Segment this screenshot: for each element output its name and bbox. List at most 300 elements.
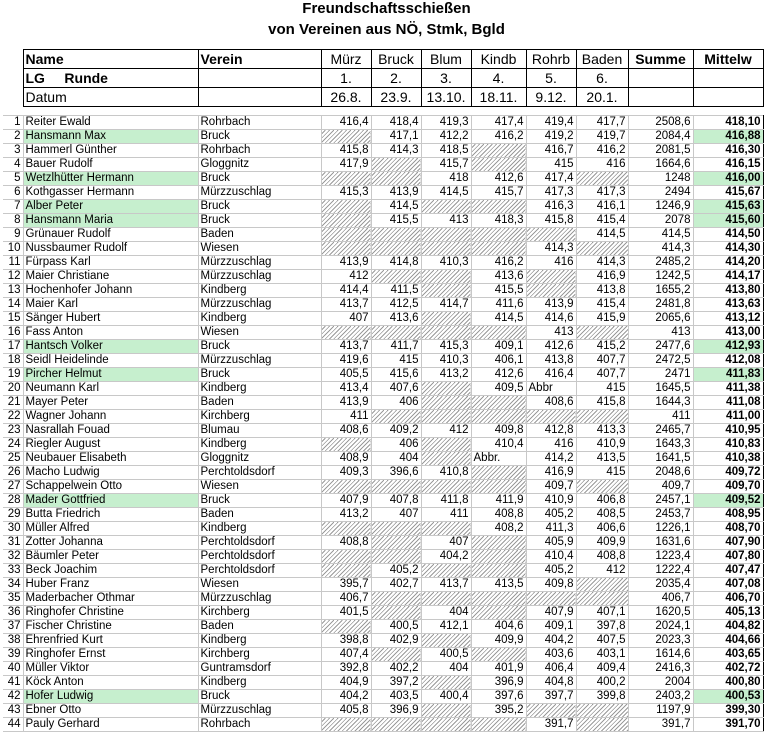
- total-score: 1631,6: [628, 536, 693, 550]
- round-score: 407,7: [576, 354, 628, 368]
- table-row: [3, 396, 763, 410]
- round-score: 413,3: [576, 424, 628, 438]
- header-round-date: 23.9.: [371, 88, 421, 107]
- round-score: 415: [576, 382, 628, 396]
- round-score: 411,3: [526, 522, 576, 536]
- round-score: [321, 718, 371, 732]
- table-row: [3, 550, 763, 564]
- round-score: 406,8: [576, 494, 628, 508]
- row-number: 35: [3, 592, 23, 606]
- table-row: [3, 186, 763, 200]
- average-score: 408,95: [693, 508, 763, 522]
- table-row: [3, 284, 763, 298]
- total-score: 1643,3: [628, 438, 693, 452]
- table-row: [3, 480, 763, 494]
- round-score: 413,2: [421, 368, 471, 382]
- round-score: 404: [421, 606, 471, 620]
- round-score: 407: [321, 312, 371, 326]
- round-score: 396,9: [471, 676, 526, 690]
- results-table: [3, 49, 764, 732]
- shooter-name: Seidl Heidelinde: [23, 354, 198, 368]
- round-score: [471, 242, 526, 256]
- round-score: [421, 228, 471, 242]
- club-name: Mürzzuschlag: [198, 704, 321, 718]
- header-verein: Verein: [198, 50, 321, 69]
- header-runde: Runde: [64, 70, 108, 86]
- table-row: [3, 536, 763, 550]
- average-score: 412,08: [693, 354, 763, 368]
- total-score: 2035,4: [628, 578, 693, 592]
- round-score: 419,4: [526, 116, 576, 130]
- round-score: 416,9: [576, 270, 628, 284]
- table-row: [3, 270, 763, 284]
- club-name: Mürzzuschlag: [198, 298, 321, 312]
- row-number: 9: [3, 228, 23, 242]
- round-score: 415,3: [421, 340, 471, 354]
- club-name: Mürzzuschlag: [198, 256, 321, 270]
- round-score: 409,2: [371, 424, 421, 438]
- round-score: 413: [526, 326, 576, 340]
- shooter-name: Pauly Gerhard: [23, 718, 198, 732]
- round-score: 411,7: [371, 340, 421, 354]
- row-number: 5: [3, 172, 23, 186]
- round-score: 417,4: [471, 116, 526, 130]
- round-score: [371, 592, 421, 606]
- round-score: 405,2: [526, 564, 576, 578]
- header-round-date: 26.8.: [321, 88, 371, 107]
- round-score: 416: [526, 438, 576, 452]
- round-score: [421, 522, 471, 536]
- table-row: [3, 340, 763, 354]
- round-score: 419,3: [421, 116, 471, 130]
- round-score: 416: [526, 256, 576, 270]
- table-row: [3, 578, 763, 592]
- club-name: Wiesen: [198, 326, 321, 340]
- round-score: 419,7: [576, 130, 628, 144]
- round-score: 407,1: [576, 606, 628, 620]
- average-score: 409,52: [693, 494, 763, 508]
- round-score: 403,1: [576, 648, 628, 662]
- round-score: [471, 606, 526, 620]
- table-row: [3, 172, 763, 186]
- page-title: Freundschaftsschießen: [302, 0, 471, 17]
- average-score: 400,53: [693, 690, 763, 704]
- row-number: 18: [3, 354, 23, 368]
- average-score: 409,72: [693, 466, 763, 480]
- round-score: 410,9: [526, 494, 576, 508]
- average-score: 391,70: [693, 718, 763, 732]
- round-score: 399,8: [576, 690, 628, 704]
- row-number: 23: [3, 424, 23, 438]
- round-score: 400,5: [371, 620, 421, 634]
- table-row: [3, 256, 763, 270]
- row-number: 31: [3, 536, 23, 550]
- round-score: 413,9: [321, 256, 371, 270]
- club-name: Blumau: [198, 424, 321, 438]
- average-score: 404,82: [693, 620, 763, 634]
- club-name: Baden: [198, 620, 321, 634]
- round-score: 408,5: [576, 508, 628, 522]
- round-score: 411: [321, 410, 371, 424]
- round-score: 406,7: [321, 592, 371, 606]
- round-score: 418,4: [371, 116, 421, 130]
- round-score: 408,2: [471, 522, 526, 536]
- round-score: 396,6: [371, 466, 421, 480]
- total-score: 1620,5: [628, 606, 693, 620]
- header-round-place: Blum: [421, 50, 471, 69]
- total-score: 2024,1: [628, 620, 693, 634]
- table-row: [3, 662, 763, 676]
- round-score: [421, 242, 471, 256]
- club-name: Perchtoldsdorf: [198, 564, 321, 578]
- round-score: 408,6: [526, 396, 576, 410]
- table-row: [3, 620, 763, 634]
- round-score: 411,9: [471, 494, 526, 508]
- average-score: 416,15: [693, 158, 763, 172]
- round-score: [471, 158, 526, 172]
- table-row: [3, 312, 763, 326]
- round-score: [421, 634, 471, 648]
- round-score: [471, 480, 526, 494]
- club-name: Bruck: [198, 172, 321, 186]
- average-score: 411,08: [693, 396, 763, 410]
- table-row: [3, 494, 763, 508]
- round-score: 405,9: [526, 536, 576, 550]
- round-score: 409,5: [471, 382, 526, 396]
- row-number: 17: [3, 340, 23, 354]
- row-number: 27: [3, 480, 23, 494]
- table-row: [3, 634, 763, 648]
- total-score: 2004: [628, 676, 693, 690]
- club-name: Perchtoldsdorf: [198, 536, 321, 550]
- round-score: 412: [321, 270, 371, 284]
- round-score: 402,7: [371, 578, 421, 592]
- round-score: [371, 326, 421, 340]
- round-score: [371, 172, 421, 186]
- header-round-place: Rohrb: [526, 50, 576, 69]
- round-score: 407,5: [576, 634, 628, 648]
- club-name: Wiesen: [198, 242, 321, 256]
- header-lg: LG: [25, 70, 45, 86]
- round-score: 414,4: [321, 284, 371, 298]
- row-number: 1: [3, 116, 23, 130]
- table-row: [3, 354, 763, 368]
- total-score: 2457,1: [628, 494, 693, 508]
- round-score: [471, 200, 526, 214]
- round-score: 415,5: [471, 284, 526, 298]
- average-score: 413,00: [693, 326, 763, 340]
- shooter-name: Fass Anton: [23, 326, 198, 340]
- average-score: 407,90: [693, 536, 763, 550]
- round-score: 418,3: [471, 214, 526, 228]
- round-score: 414,3: [526, 242, 576, 256]
- round-score: 413,7: [321, 340, 371, 354]
- round-score: 413,2: [321, 508, 371, 522]
- table-row: [3, 508, 763, 522]
- round-score: [371, 410, 421, 424]
- round-score: [471, 718, 526, 732]
- row-number: 37: [3, 620, 23, 634]
- average-score: 412,93: [693, 340, 763, 354]
- round-score: 408,8: [471, 508, 526, 522]
- club-name: Guntramsdorf: [198, 662, 321, 676]
- round-score: [321, 200, 371, 214]
- round-score: [471, 648, 526, 662]
- shooter-name: Riegler August: [23, 438, 198, 452]
- row-number: 14: [3, 298, 23, 312]
- table-row: [3, 158, 763, 172]
- average-score: 416,00: [693, 172, 763, 186]
- average-score: 418,10: [693, 116, 763, 130]
- table-row: [3, 214, 763, 228]
- round-score: 413,9: [526, 298, 576, 312]
- average-score: 408,70: [693, 522, 763, 536]
- total-score: 413: [628, 326, 693, 340]
- table-row: [3, 606, 763, 620]
- club-name: Wiesen: [198, 480, 321, 494]
- round-score: 397,7: [526, 690, 576, 704]
- round-score: [321, 172, 371, 186]
- round-score: 419,6: [321, 354, 371, 368]
- round-score: 395,7: [321, 578, 371, 592]
- table-row: [3, 564, 763, 578]
- shooter-name: Reiter Ewald: [23, 116, 198, 130]
- total-score: 411: [628, 410, 693, 424]
- round-score: 418,5: [421, 144, 471, 158]
- club-name: Mürzzuschlag: [198, 592, 321, 606]
- round-score: [371, 158, 421, 172]
- club-name: Kirchberg: [198, 410, 321, 424]
- round-score: 409,9: [471, 634, 526, 648]
- round-score: 403,5: [371, 690, 421, 704]
- shooter-name: Müller Viktor: [23, 662, 198, 676]
- header-round-place: Kindb: [471, 50, 526, 69]
- table-row: [3, 690, 763, 704]
- row-number: 36: [3, 606, 23, 620]
- round-score: 414,6: [526, 312, 576, 326]
- average-score: 416,30: [693, 144, 763, 158]
- round-score: [421, 326, 471, 340]
- table-row: [3, 648, 763, 662]
- round-score: 412,1: [421, 620, 471, 634]
- round-score: [471, 396, 526, 410]
- round-score: 410,3: [421, 256, 471, 270]
- row-number: 6: [3, 186, 23, 200]
- table-row: [3, 298, 763, 312]
- round-score: 408,8: [321, 536, 371, 550]
- round-score: [421, 382, 471, 396]
- average-score: 411,83: [693, 368, 763, 382]
- shooter-name: Nussbaumer Rudolf: [23, 242, 198, 256]
- round-score: 413,9: [371, 186, 421, 200]
- average-score: 415,60: [693, 214, 763, 228]
- row-number: 41: [3, 676, 23, 690]
- average-score: 414,17: [693, 270, 763, 284]
- total-score: 2084,4: [628, 130, 693, 144]
- round-score: 414,5: [421, 186, 471, 200]
- club-name: Rohrbach: [198, 718, 321, 732]
- round-score: 415,7: [421, 158, 471, 172]
- shooter-name: Mayer Peter: [23, 396, 198, 410]
- shooter-name: Macho Ludwig: [23, 466, 198, 480]
- round-score: 414,5: [576, 228, 628, 242]
- round-score: 415,2: [576, 340, 628, 354]
- club-name: Kindberg: [198, 634, 321, 648]
- shooter-name: Wetzlhütter Hermann: [23, 172, 198, 186]
- average-score: 414,20: [693, 256, 763, 270]
- shooter-name: Bäumler Peter: [23, 550, 198, 564]
- round-score: [526, 228, 576, 242]
- round-score: [321, 564, 371, 578]
- row-number: 16: [3, 326, 23, 340]
- round-score: 404,9: [321, 676, 371, 690]
- round-score: [371, 480, 421, 494]
- total-score: 414,5: [628, 228, 693, 242]
- round-score: 411: [421, 508, 471, 522]
- round-score: 417,4: [526, 172, 576, 186]
- total-score: 1242,5: [628, 270, 693, 284]
- round-score: [321, 242, 371, 256]
- round-score: 414,7: [421, 298, 471, 312]
- round-score: 407: [421, 536, 471, 550]
- round-score: 404,6: [471, 620, 526, 634]
- round-score: 397,2: [371, 676, 421, 690]
- header-round-nr: 1.: [321, 69, 371, 88]
- shooter-name: Hansmann Maria: [23, 214, 198, 228]
- round-score: 412,6: [471, 172, 526, 186]
- row-number: 33: [3, 564, 23, 578]
- club-name: Kindberg: [198, 284, 321, 298]
- club-name: Rohrbach: [198, 116, 321, 130]
- average-score: 414,50: [693, 228, 763, 242]
- header-round-nr: 2.: [371, 69, 421, 88]
- round-score: 414,3: [371, 144, 421, 158]
- round-score: [321, 522, 371, 536]
- row-number: 26: [3, 466, 23, 480]
- round-score: 412,5: [371, 298, 421, 312]
- row-number: 39: [3, 648, 23, 662]
- total-score: 1226,1: [628, 522, 693, 536]
- row-number: 24: [3, 438, 23, 452]
- round-score: [471, 228, 526, 242]
- round-score: [576, 326, 628, 340]
- round-score: [321, 620, 371, 634]
- round-score: 416,4: [526, 368, 576, 382]
- club-name: Bruck: [198, 130, 321, 144]
- average-score: 409,70: [693, 480, 763, 494]
- round-score: 411,8: [421, 494, 471, 508]
- round-score: [321, 214, 371, 228]
- round-score: 409,1: [526, 620, 576, 634]
- shooter-name: Mader Gottfried: [23, 494, 198, 508]
- header-round-nr: 4.: [471, 69, 526, 88]
- total-score: 2471: [628, 368, 693, 382]
- round-score: 416,2: [576, 144, 628, 158]
- header-round-date: 9.12.: [526, 88, 576, 107]
- table-row: [3, 438, 763, 452]
- average-score: 411,38: [693, 382, 763, 396]
- round-score: 414,5: [471, 312, 526, 326]
- row-number: 44: [3, 718, 23, 732]
- total-score: 2453,7: [628, 508, 693, 522]
- shooter-name: Butta Friedrich: [23, 508, 198, 522]
- club-name: Kindberg: [198, 676, 321, 690]
- round-score: 411,5: [371, 284, 421, 298]
- club-name: Kirchberg: [198, 606, 321, 620]
- total-score: 414,3: [628, 242, 693, 256]
- round-score: 397,8: [576, 620, 628, 634]
- round-score: 415,9: [576, 312, 628, 326]
- round-score: [371, 242, 421, 256]
- shooter-name: Hammerl Günther: [23, 144, 198, 158]
- shooter-name: Ringhofer Christine: [23, 606, 198, 620]
- round-score: 417,7: [576, 116, 628, 130]
- round-score: [321, 326, 371, 340]
- shooter-name: Müller Alfred: [23, 522, 198, 536]
- row-number: 29: [3, 508, 23, 522]
- row-number: 11: [3, 256, 23, 270]
- total-score: 2048,6: [628, 466, 693, 480]
- round-score: 407,9: [321, 494, 371, 508]
- round-score: Abbr.: [471, 452, 526, 466]
- club-name: Gloggnitz: [198, 158, 321, 172]
- round-score: 416,3: [526, 200, 576, 214]
- round-score: 416,9: [526, 466, 576, 480]
- total-score: 2472,5: [628, 354, 693, 368]
- average-score: 414,30: [693, 242, 763, 256]
- row-number: 19: [3, 368, 23, 382]
- round-score: [371, 536, 421, 550]
- round-score: 407: [371, 508, 421, 522]
- row-number: 30: [3, 522, 23, 536]
- table-row: [3, 200, 763, 214]
- round-score: 407,4: [321, 648, 371, 662]
- table-row: [3, 144, 763, 158]
- row-number: 43: [3, 704, 23, 718]
- round-score: [471, 466, 526, 480]
- row-number: 3: [3, 144, 23, 158]
- average-score: 413,80: [693, 284, 763, 298]
- average-score: 416,88: [693, 130, 763, 144]
- round-score: 407,6: [371, 382, 421, 396]
- shooter-name: Kothgasser Hermann: [23, 186, 198, 200]
- total-score: 1223,4: [628, 550, 693, 564]
- total-score: 1614,6: [628, 648, 693, 662]
- club-name: Wiesen: [198, 578, 321, 592]
- average-score: 403,65: [693, 648, 763, 662]
- total-score: 1644,3: [628, 396, 693, 410]
- round-score: 410,4: [526, 550, 576, 564]
- row-number: 21: [3, 396, 23, 410]
- shooter-name: Beck Joachim: [23, 564, 198, 578]
- shooter-name: Hochenhofer Johann: [23, 284, 198, 298]
- round-score: 401,9: [471, 662, 526, 676]
- round-score: 416,2: [471, 130, 526, 144]
- total-score: 406,7: [628, 592, 693, 606]
- round-score: 410,4: [471, 438, 526, 452]
- round-score: 416,4: [321, 116, 371, 130]
- club-name: Mürzzuschlag: [198, 354, 321, 368]
- round-score: 418: [421, 172, 471, 186]
- round-score: 413,4: [321, 382, 371, 396]
- club-name: Baden: [198, 228, 321, 242]
- round-score: 415: [576, 466, 628, 480]
- average-score: 407,08: [693, 578, 763, 592]
- club-name: Perchtoldsdorf: [198, 550, 321, 564]
- round-score: 413,7: [321, 298, 371, 312]
- average-score: 402,72: [693, 662, 763, 676]
- round-score: 415,8: [321, 144, 371, 158]
